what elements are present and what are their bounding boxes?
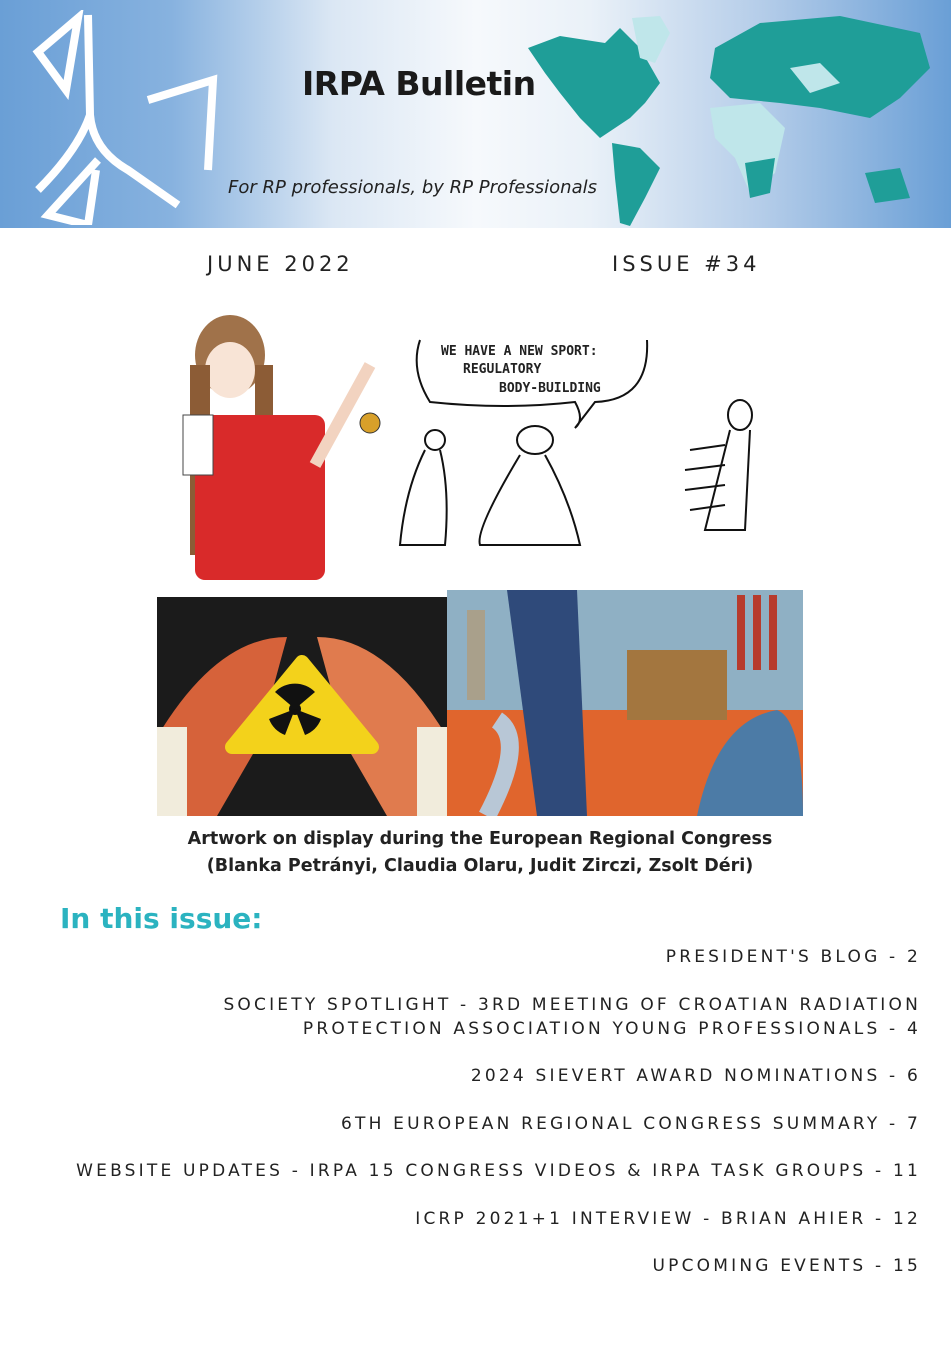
world-map-icon bbox=[520, 8, 945, 226]
artwork-hands-radiation-sign bbox=[157, 597, 447, 816]
toc-item-label: ICRP 2021+1 INTERVIEW - BRIAN AHIER - 12 bbox=[415, 1208, 921, 1229]
caption-line-2: (Blanka Petrányi, Claudia Olaru, Judit Zirczi, Zsolt Déri) bbox=[206, 856, 754, 876]
speech-line-1: WE HAVE A NEW SPORT: bbox=[441, 344, 598, 359]
toc-item-label: 2024 SIEVERT AWARD NOMINATIONS - 6 bbox=[470, 1066, 921, 1086]
artwork-girl-with-ornament bbox=[165, 295, 385, 585]
toc-item-society-spotlight[interactable] bbox=[21, 993, 921, 1041]
artwork-caption bbox=[157, 826, 803, 880]
toc-item-label: PROTECTION ASSOCIATION YOUNG PROFESSIONALS - 4 bbox=[302, 1018, 921, 1039]
toc-item-label: UPCOMING EVENTS - 15 bbox=[652, 1256, 921, 1276]
cartoon-regulatory-bodybuilding bbox=[385, 330, 805, 580]
issue-date: JUNE 2022 bbox=[207, 252, 354, 276]
toc-item-upcoming-events[interactable] bbox=[21, 1254, 921, 1278]
bulletin-header bbox=[0, 0, 951, 228]
toc-item-icrp-interview[interactable] bbox=[21, 1207, 921, 1231]
toc-item-label: SOCIETY SPOTLIGHT - 3RD MEETING OF CROATIAN RADIATION bbox=[223, 994, 921, 1015]
artwork-industrial-painting bbox=[447, 590, 803, 816]
bulletin-title: IRPA Bulletin bbox=[302, 64, 536, 103]
toc-item-presidents-blog[interactable] bbox=[21, 945, 921, 969]
issue-number: ISSUE #34 bbox=[612, 252, 761, 276]
toc-heading: In this issue: bbox=[60, 902, 263, 935]
toc-item-label: 6TH EUROPEAN REGIONAL CONGRESS SUMMARY - 7 bbox=[341, 1113, 921, 1134]
speech-line-2: REGULATORY bbox=[463, 362, 542, 377]
toc-item-label: WEBSITE UPDATES - IRPA 15 CONGRESS VIDEOS & IRPA TASK GROUPS - 11 bbox=[76, 1161, 921, 1181]
toc-item-website-updates[interactable] bbox=[21, 1159, 921, 1183]
toc-item-label: PRESIDENT'S BLOG - 2 bbox=[665, 947, 921, 967]
bulletin-tagline: For RP professionals, by RP Professionals bbox=[228, 177, 597, 198]
caption-line-1: Artwork on display during the European Regional Congress bbox=[187, 829, 773, 849]
toc-item-sievert-award[interactable] bbox=[21, 1064, 921, 1088]
table-of-contents bbox=[21, 945, 921, 1302]
irpa-logo-icon bbox=[18, 10, 228, 225]
toc-item-regional-congress[interactable] bbox=[21, 1112, 921, 1136]
speech-line-3: BODY-BUILDING bbox=[499, 381, 601, 396]
